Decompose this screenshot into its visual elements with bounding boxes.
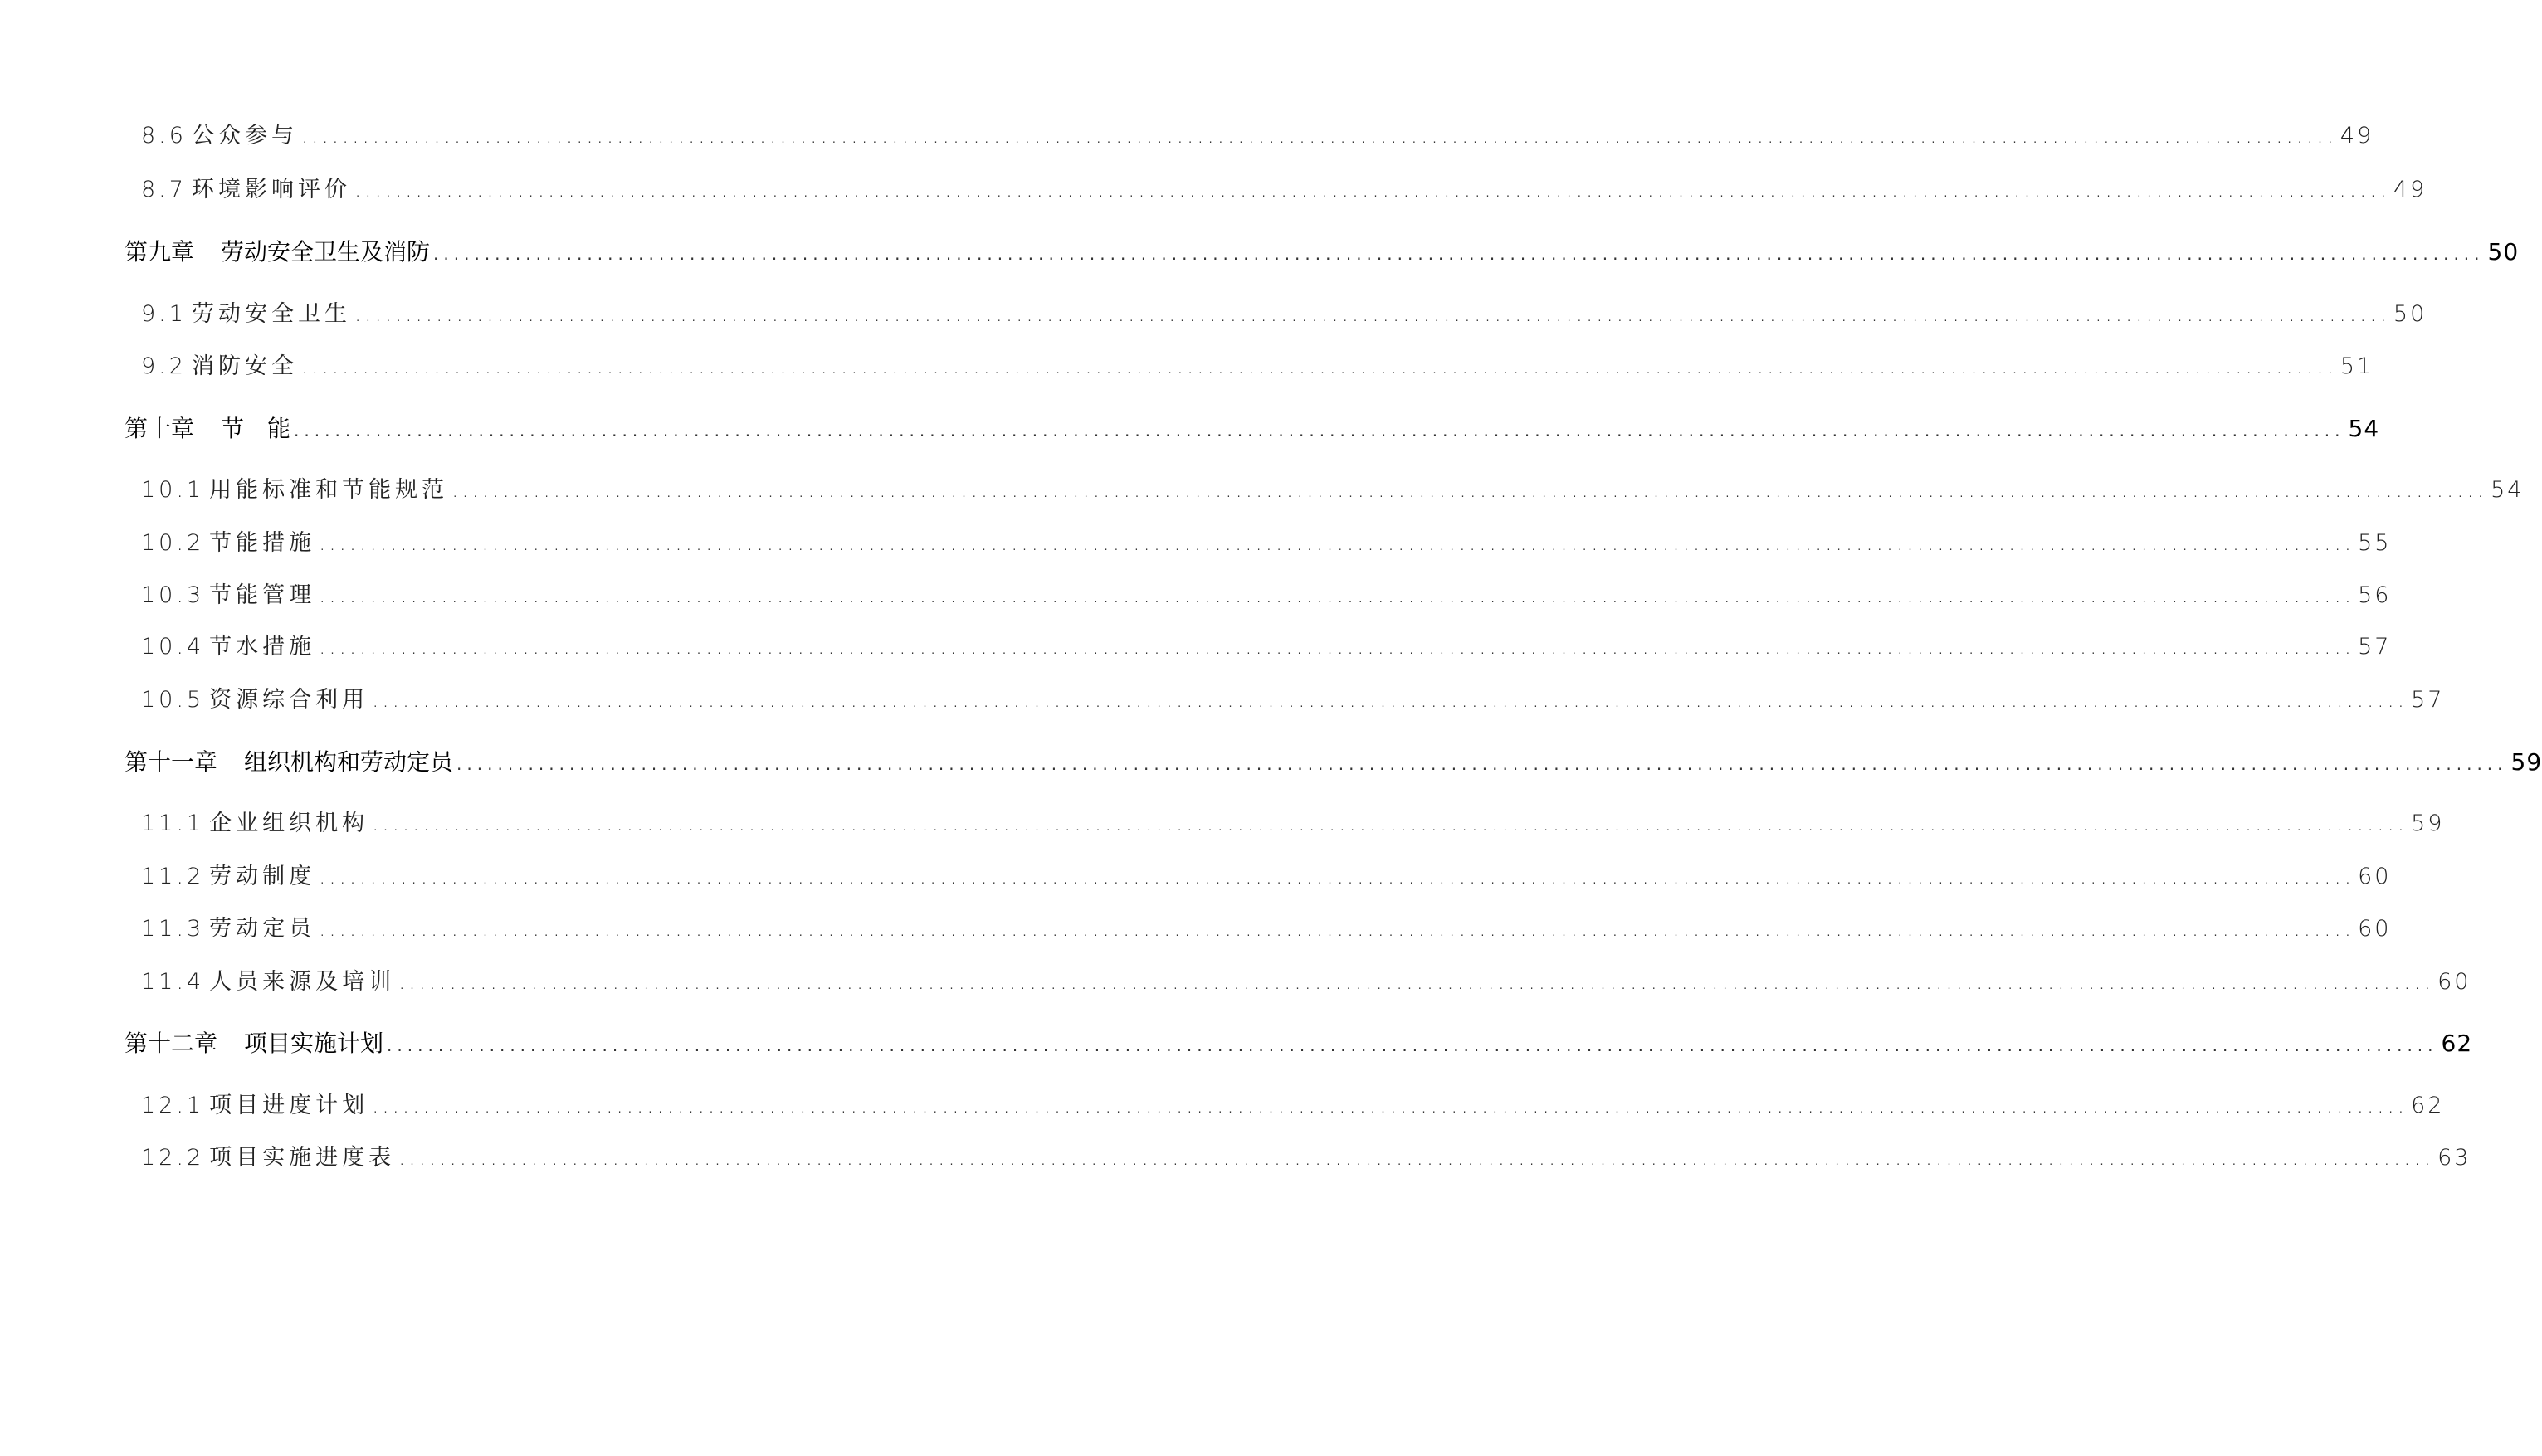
- toc-chapter-title: 组织机构和劳动定员: [244, 748, 454, 776]
- toc-dot-leader: ........................................................................................................................................................................................................: [319, 635, 2355, 660]
- toc-entry-title: 用能标准和节能规范: [209, 477, 449, 503]
- toc-entry-number: 11.2: [141, 864, 205, 889]
- toc-dot-leader: ........................................................................................................................................................................................................: [294, 421, 2345, 441]
- toc-entry-page: 56: [2358, 582, 2392, 608]
- toc-dot-leader: ........................................................................................................................................................................................................: [354, 302, 2390, 327]
- toc-entry-page: 51: [2340, 353, 2374, 379]
- toc-entry-title: 节能管理: [209, 582, 316, 608]
- toc-dot-leader: ........................................................................................................................................................................................................: [354, 178, 2390, 202]
- toc-entry-11-2[interactable]: [141, 859, 2392, 895]
- toc-entry-title: 项目进度计划: [209, 1093, 369, 1118]
- toc-entry-title: 环境影响评价: [191, 177, 351, 202]
- toc-dot-leader: ........................................................................................................................................................................................................: [319, 864, 2355, 889]
- toc-entry-title: 资源综合利用: [209, 687, 369, 713]
- toc-entry-11-3[interactable]: [141, 911, 2392, 947]
- toc-entry-9-2[interactable]: [141, 348, 2374, 385]
- toc-entry-page: 60: [2358, 864, 2392, 889]
- toc-entry-title: 节水措施: [209, 634, 316, 660]
- toc-entry-10-2[interactable]: [141, 525, 2392, 562]
- toc-entry-8-7[interactable]: [141, 172, 2427, 208]
- toc-entry-page: 50: [2393, 301, 2427, 327]
- toc-chapter-title: 劳动安全卫生及消防: [221, 238, 431, 265]
- toc-entry-number: 10.1: [141, 477, 205, 503]
- toc-entry-9-1[interactable]: [141, 296, 2427, 333]
- toc-chapter-12[interactable]: [124, 1025, 2473, 1062]
- toc-entry-number: 10.5: [141, 687, 205, 713]
- toc-entry-page: 49: [2393, 177, 2427, 202]
- toc-dot-leader: ........................................................................................................................................................................................................: [319, 531, 2355, 556]
- toc-entry-10-1[interactable]: [141, 472, 2525, 509]
- toc-entry-page: 62: [2411, 1093, 2445, 1118]
- toc-entry-8-6[interactable]: [141, 118, 2374, 154]
- toc-entry-title: 节能措施: [209, 530, 316, 556]
- toc-chapter-number: 第十章: [124, 415, 195, 442]
- toc-entry-title: 劳动制度: [209, 864, 316, 889]
- toc-entry-title: 消防安全: [191, 353, 298, 379]
- toc-entry-page: 55: [2358, 530, 2392, 556]
- toc-chapter-number: 第十一章: [124, 748, 218, 776]
- toc-dot-leader: ........................................................................................................................................................................................................: [456, 754, 2508, 774]
- toc-entry-12-1[interactable]: [141, 1088, 2445, 1124]
- toc-entry-11-1[interactable]: [141, 806, 2445, 842]
- toc-entry-title: 人员来源及培训: [209, 969, 396, 995]
- toc-entry-title: 企业组织机构: [209, 811, 369, 836]
- toc-chapter-page: 54: [2348, 415, 2380, 442]
- toc-dot-leader: ........................................................................................................................................................................................................: [433, 244, 2485, 264]
- toc-entry-page: 60: [2358, 916, 2392, 942]
- toc-entry-number: 10.4: [141, 634, 205, 660]
- toc-dot-leader: ........................................................................................................................................................................................................: [372, 688, 2408, 713]
- toc-chapter-10[interactable]: [124, 411, 2380, 447]
- toc-chapter-page: 50: [2487, 238, 2520, 265]
- toc-dot-leader: ........................................................................................................................................................................................................: [451, 478, 2488, 503]
- toc-chapter-title: 节 能: [221, 415, 291, 442]
- toc-dot-leader: ........................................................................................................................................................................................................: [387, 1035, 2438, 1055]
- toc-chapter-number: 第十二章: [124, 1030, 218, 1057]
- toc-entry-number: 12.1: [141, 1093, 205, 1118]
- toc-entry-page: 54: [2491, 477, 2525, 503]
- toc-entry-title: 项目实施进度表: [209, 1145, 396, 1171]
- toc-entry-10-5[interactable]: [141, 682, 2445, 718]
- toc-chapter-page: 62: [2441, 1030, 2473, 1057]
- toc-entry-number: 12.2: [141, 1145, 205, 1171]
- toc-entry-number: 11.1: [141, 811, 205, 836]
- toc-chapter-page: 59: [2510, 748, 2542, 776]
- toc-entry-number: 11.3: [141, 916, 205, 942]
- toc-entry-number: 9.2: [141, 353, 187, 379]
- toc-entry-page: 57: [2358, 634, 2392, 660]
- toc-dot-leader: ........................................................................................................................................................................................................: [319, 917, 2355, 942]
- toc-entry-title: 劳动安全卫生: [191, 301, 351, 327]
- toc-dot-leader: ........................................................................................................................................................................................................: [319, 583, 2355, 608]
- toc-chapter-number: 第九章: [124, 238, 195, 265]
- toc-entry-number: 10.2: [141, 530, 205, 556]
- toc-entry-page: 57: [2411, 687, 2445, 713]
- toc-entry-page: 59: [2411, 811, 2445, 836]
- toc-dot-leader: ........................................................................................................................................................................................................: [398, 1146, 2435, 1171]
- toc-chapter-9[interactable]: [124, 234, 2520, 270]
- toc-entry-number: 8.6: [141, 123, 187, 149]
- toc-chapter-11[interactable]: [124, 744, 2542, 781]
- toc-entry-page: 63: [2437, 1145, 2471, 1171]
- toc-entry-title: 劳动定员: [209, 916, 316, 942]
- toc-entry-10-3[interactable]: [141, 577, 2392, 614]
- toc-entry-10-4[interactable]: [141, 629, 2392, 665]
- toc-entry-number: 8.7: [141, 177, 187, 202]
- toc-entry-11-4[interactable]: [141, 964, 2471, 1001]
- toc-dot-leader: ........................................................................................................................................................................................................: [300, 124, 2337, 149]
- toc-dot-leader: ........................................................................................................................................................................................................: [372, 811, 2408, 836]
- toc-dot-leader: ........................................................................................................................................................................................................: [300, 354, 2337, 379]
- toc-entry-number: 10.3: [141, 582, 205, 608]
- toc-entry-page: 49: [2340, 123, 2374, 149]
- toc-chapter-title: 项目实施计划: [244, 1030, 384, 1057]
- toc-entry-number: 11.4: [141, 969, 205, 995]
- toc-entry-page: 60: [2437, 969, 2471, 995]
- toc-entry-number: 9.1: [141, 301, 187, 327]
- toc-entry-12-2[interactable]: [141, 1140, 2471, 1176]
- toc-dot-leader: ........................................................................................................................................................................................................: [372, 1093, 2408, 1118]
- toc-dot-leader: ........................................................................................................................................................................................................: [398, 970, 2435, 995]
- toc-entry-title: 公众参与: [191, 123, 298, 149]
